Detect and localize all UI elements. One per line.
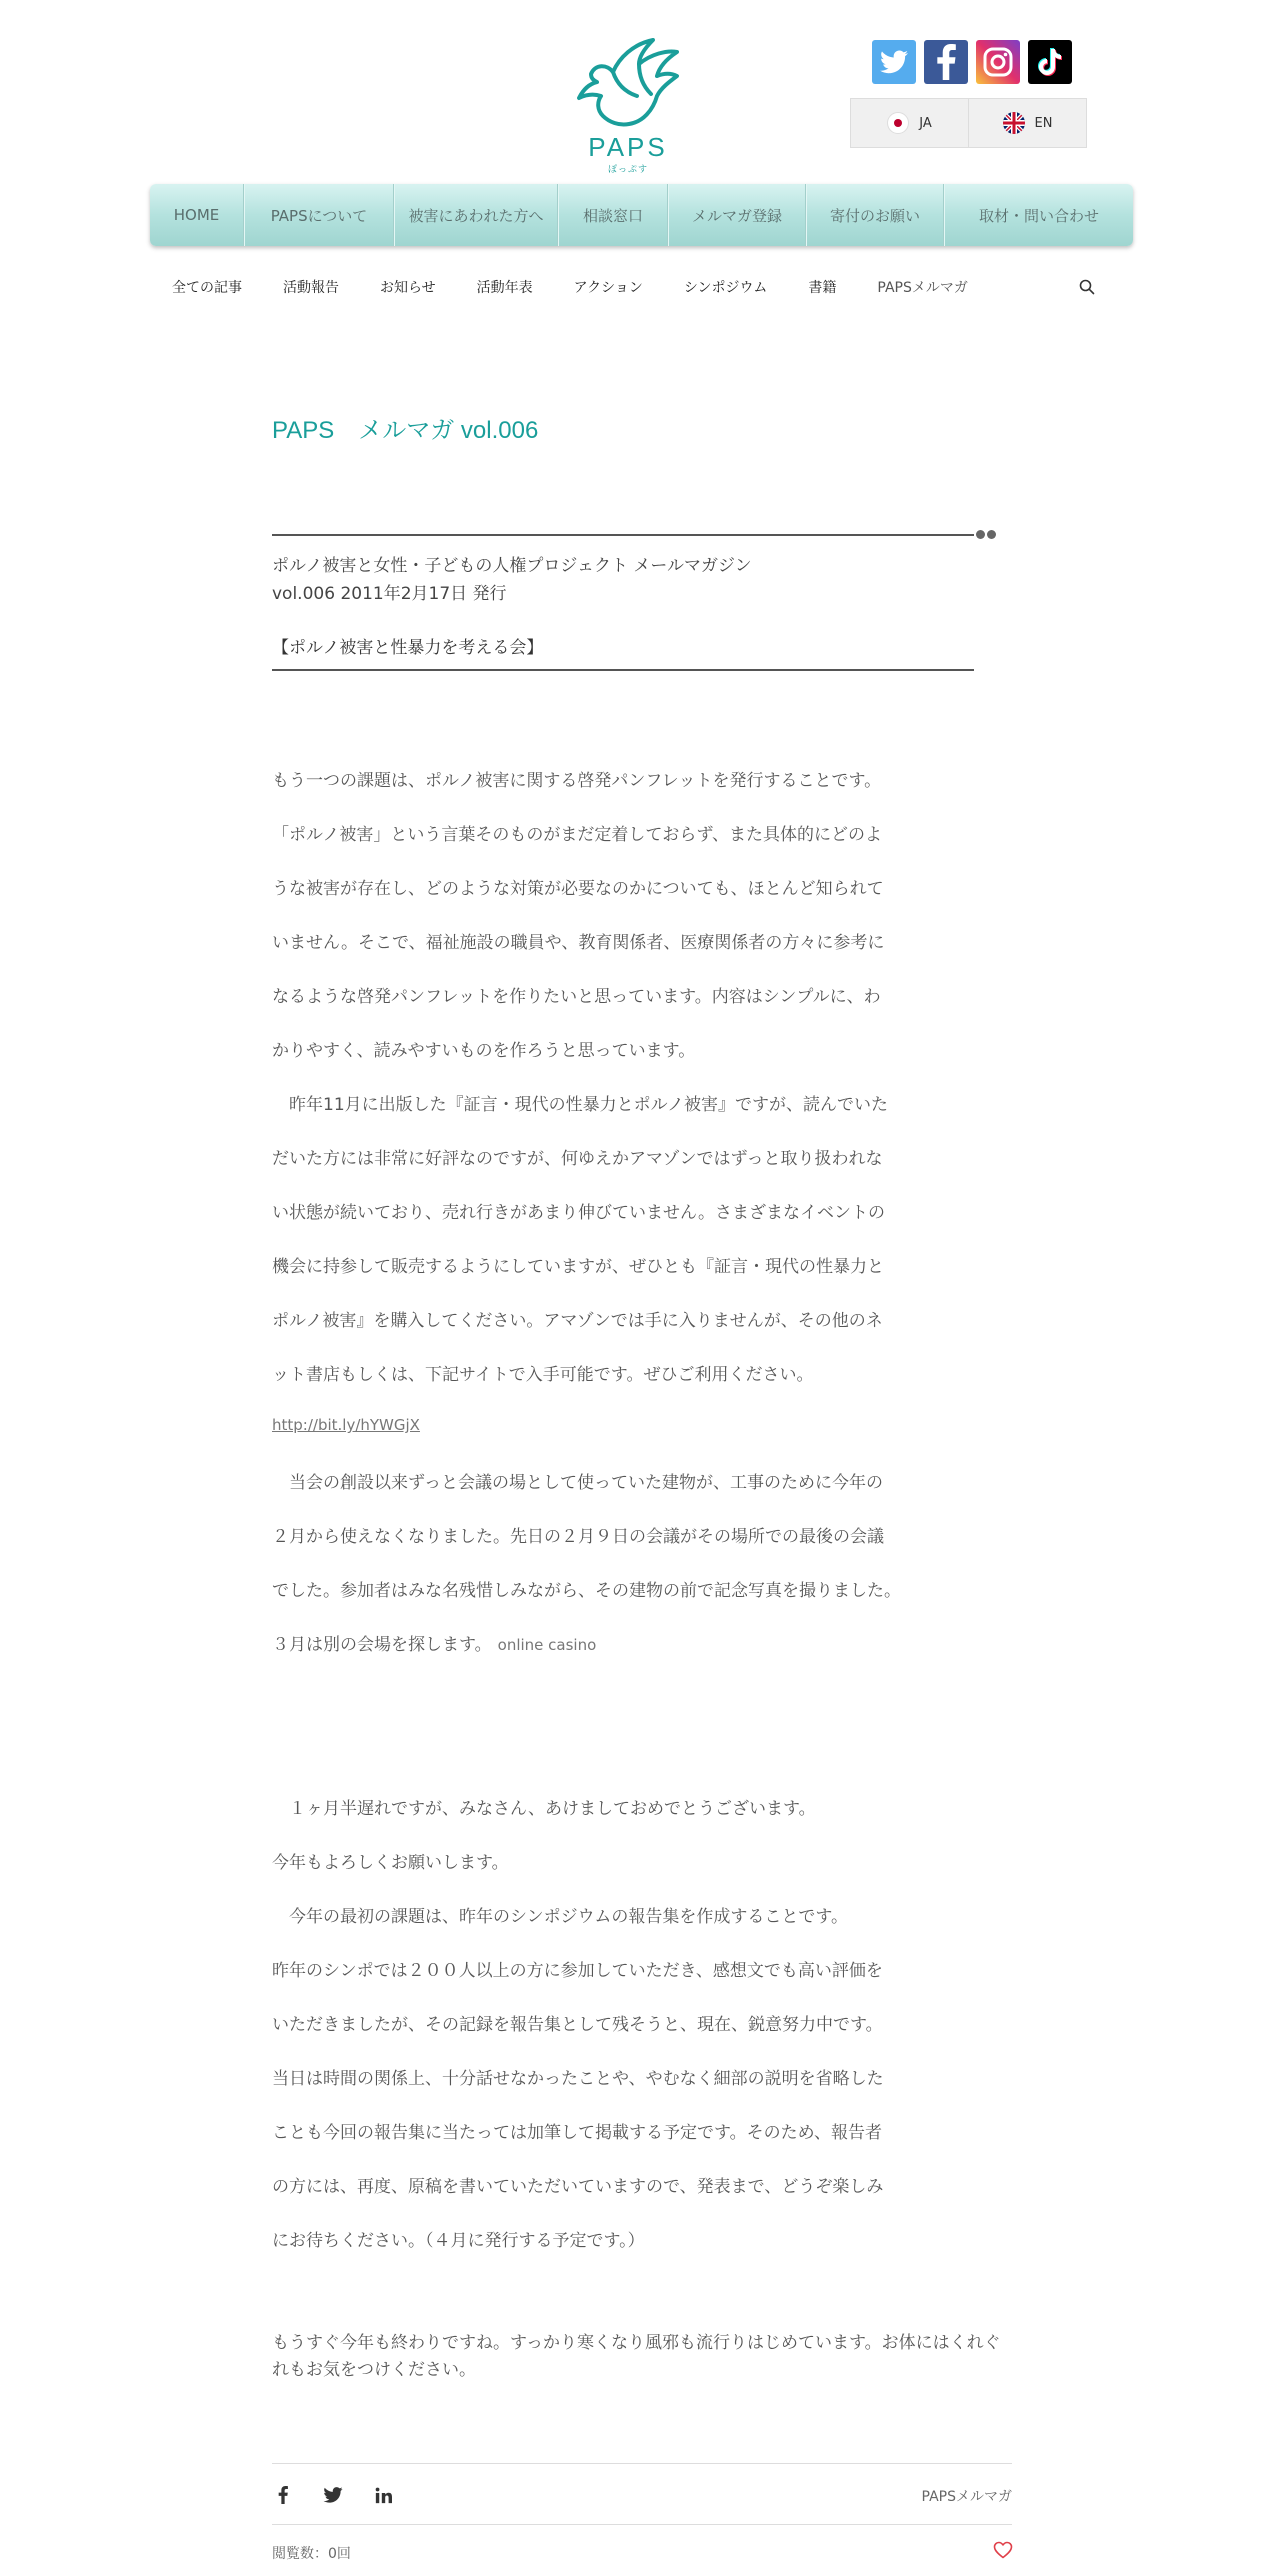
body-line: 昨年のシンポでは２００人以上の方に参加していただき、感想文でも高い評価を bbox=[272, 1961, 883, 1981]
category-action[interactable]: アクション bbox=[573, 280, 643, 296]
language-option-en[interactable] bbox=[968, 99, 1086, 147]
body-line: 当会の創設以来ずっと会議の場として使っていた建物が、工事のために今年の bbox=[272, 1473, 883, 1493]
category-symposium[interactable]: シンポジウム bbox=[683, 280, 768, 296]
body-line: の方には、再度、原稿を書いていただいていますので、発表まで、どうぞ楽しみ bbox=[272, 2177, 884, 2197]
nav-item-victims[interactable]: 被害にあわれた方へ bbox=[394, 184, 558, 246]
body-line: 今年の最初の課題は、昨年のシンポジウムの報告集を作成することです。 bbox=[272, 1907, 849, 1927]
body-line: い状態が続いており、売れ行きがあまり伸びていません。さまざまなイベントの bbox=[272, 1203, 886, 1223]
divider bbox=[272, 2524, 1012, 2525]
view-count: 閲覧数：0回 bbox=[272, 2546, 351, 2562]
body-line: いません。そこで、福祉施設の職員や、教育関係者、医療関係者の方々に参考に bbox=[272, 933, 885, 953]
dove-logo-icon bbox=[573, 36, 683, 136]
nav-item-consultation[interactable]: 相談窓口 bbox=[558, 184, 668, 246]
body-line: うな被害が存在し、どのような対策が必要なのかについても、ほとんど知られて bbox=[272, 879, 884, 899]
body-line: かりやすく、読みやすいものを作ろうと思っています。 bbox=[272, 1041, 696, 1061]
book-purchase-link[interactable]: http://bit.ly/hYWGjX bbox=[272, 1416, 420, 1434]
nav-item-newsletter-signup[interactable]: メルマガ登録 bbox=[668, 184, 806, 246]
instagram-icon[interactable] bbox=[976, 40, 1020, 84]
brand-name: PAPS bbox=[588, 132, 668, 162]
closing-paragraph: もうすぐ今年も終わりですね。すっかり寒くなり風邪も流行りはじめています。お体にはくれぐれもお気をつけください。 bbox=[272, 2333, 1001, 2380]
body-line: にお待ちください。（４月に発行する予定です。） bbox=[272, 2231, 645, 2251]
aside-link[interactable]: online casino bbox=[497, 1636, 597, 1654]
language-option-ja[interactable] bbox=[851, 99, 968, 147]
main-navigation bbox=[150, 184, 1133, 246]
category-news[interactable]: お知らせ bbox=[380, 280, 436, 296]
divider bbox=[272, 534, 974, 536]
post-category-tag[interactable]: PAPSメルマガ bbox=[921, 2489, 1012, 2505]
body-line-text: ３月は別の会場を探します。 bbox=[272, 1635, 492, 1655]
share-bar bbox=[272, 2484, 394, 2506]
language-label-en: EN bbox=[1034, 115, 1053, 131]
facebook-icon[interactable] bbox=[924, 40, 968, 84]
tiktok-icon[interactable] bbox=[1028, 40, 1072, 84]
category-books[interactable]: 書籍 bbox=[808, 280, 837, 296]
post-title: PAPS メルマガ vol.006 bbox=[272, 417, 539, 444]
nav-item-about[interactable]: PAPSについて bbox=[244, 184, 394, 246]
body-line: だいた方には非常に好評なのですが、何ゆえかアマゾンではずっと取り扱われな bbox=[272, 1149, 883, 1169]
body-line: 機会に持参して販売するようにしていますが、ぜひとも『証言・現代の性暴力と bbox=[272, 1257, 884, 1277]
organization-heading: 【ポルノ被害と性暴力を考える会】 bbox=[272, 638, 544, 658]
body-line: でした。参加者はみな名残惜しみながら、その建物の前で記念写真を撮りました。 bbox=[272, 1581, 901, 1601]
nav-item-home[interactable]: HOME bbox=[150, 184, 244, 246]
twitter-icon[interactable] bbox=[872, 40, 916, 84]
japan-flag-icon bbox=[887, 112, 909, 134]
body-line: いただきましたが、その記録を報告集として残そうと、現在、鋭意努力中です。 bbox=[272, 2015, 883, 2035]
linkedin-share-icon[interactable] bbox=[372, 2484, 394, 2506]
issue-info: vol.006 2011年2月17日 発行 bbox=[272, 584, 507, 604]
body-line: 当日は時間の関係上、十分話せなかったことや、やむなく細部の説明を省略した bbox=[272, 2069, 884, 2089]
search-icon[interactable] bbox=[1078, 278, 1096, 296]
body-line: ポルノ被害』を購入してください。アマゾンでは手に入りませんが、その他のネ bbox=[272, 1311, 883, 1331]
body-line: もう一つの課題は、ポルノ被害に関する啓発パンフレットを発行することです。 bbox=[272, 771, 882, 791]
body-line: 「ポルノ被害」という言葉そのものがまだ定着しておらず、また具体的にどのよ bbox=[272, 825, 882, 845]
social-links bbox=[872, 40, 1072, 84]
category-activity-report[interactable]: 活動報告 bbox=[283, 280, 339, 296]
nav-item-contact[interactable]: 取材・問い合わせ bbox=[944, 184, 1133, 246]
category-timeline[interactable]: 活動年表 bbox=[476, 280, 533, 296]
uk-flag-icon bbox=[1003, 112, 1025, 134]
body-line: ２月から使えなくなりました。先日の２月９日の会議がその場所での最後の会議 bbox=[272, 1527, 884, 1547]
divider-dots bbox=[976, 530, 996, 539]
divider bbox=[272, 669, 974, 671]
language-switcher bbox=[850, 98, 1087, 148]
language-label-ja: JA bbox=[919, 115, 932, 131]
body-line: ット書店もしくは、下記サイトで入手可能です。ぜひご利用ください。 bbox=[272, 1365, 814, 1385]
category-all[interactable]: 全ての記事 bbox=[172, 280, 242, 296]
body-line: 今年もよろしくお願いします。 bbox=[272, 1853, 509, 1873]
paps-logo[interactable] bbox=[573, 36, 683, 176]
body-line: １ヶ月半遅れですが、みなさん、あけましておめでとうございます。 bbox=[272, 1799, 816, 1819]
body-line: 昨年11月に出版した『証言・現代の性暴力とポルノ被害』ですが、読んでいた bbox=[272, 1095, 888, 1115]
brand-subtitle: ぽっぷす bbox=[607, 165, 648, 175]
newsletter-name: ポルノ被害と女性・子どもの人権プロジェクト メールマガジン bbox=[272, 556, 752, 576]
nav-item-donation[interactable]: 寄付のお願い bbox=[806, 184, 944, 246]
divider bbox=[272, 2463, 1012, 2464]
category-paps-newsletter[interactable]: PAPSメルマガ bbox=[877, 280, 968, 296]
twitter-share-icon[interactable] bbox=[322, 2484, 344, 2506]
like-heart-icon[interactable] bbox=[993, 2541, 1013, 2559]
category-bar bbox=[172, 272, 1009, 302]
body-line bbox=[272, 1630, 596, 1655]
body-line: ことも今回の報告集に当たっては加筆して掲載する予定です。そのため、報告者 bbox=[272, 2123, 882, 2143]
body-line: なるような啓発パンフレットを作りたいと思っています。内容はシンプルに、わ bbox=[272, 987, 881, 1007]
facebook-share-icon[interactable] bbox=[272, 2484, 294, 2506]
